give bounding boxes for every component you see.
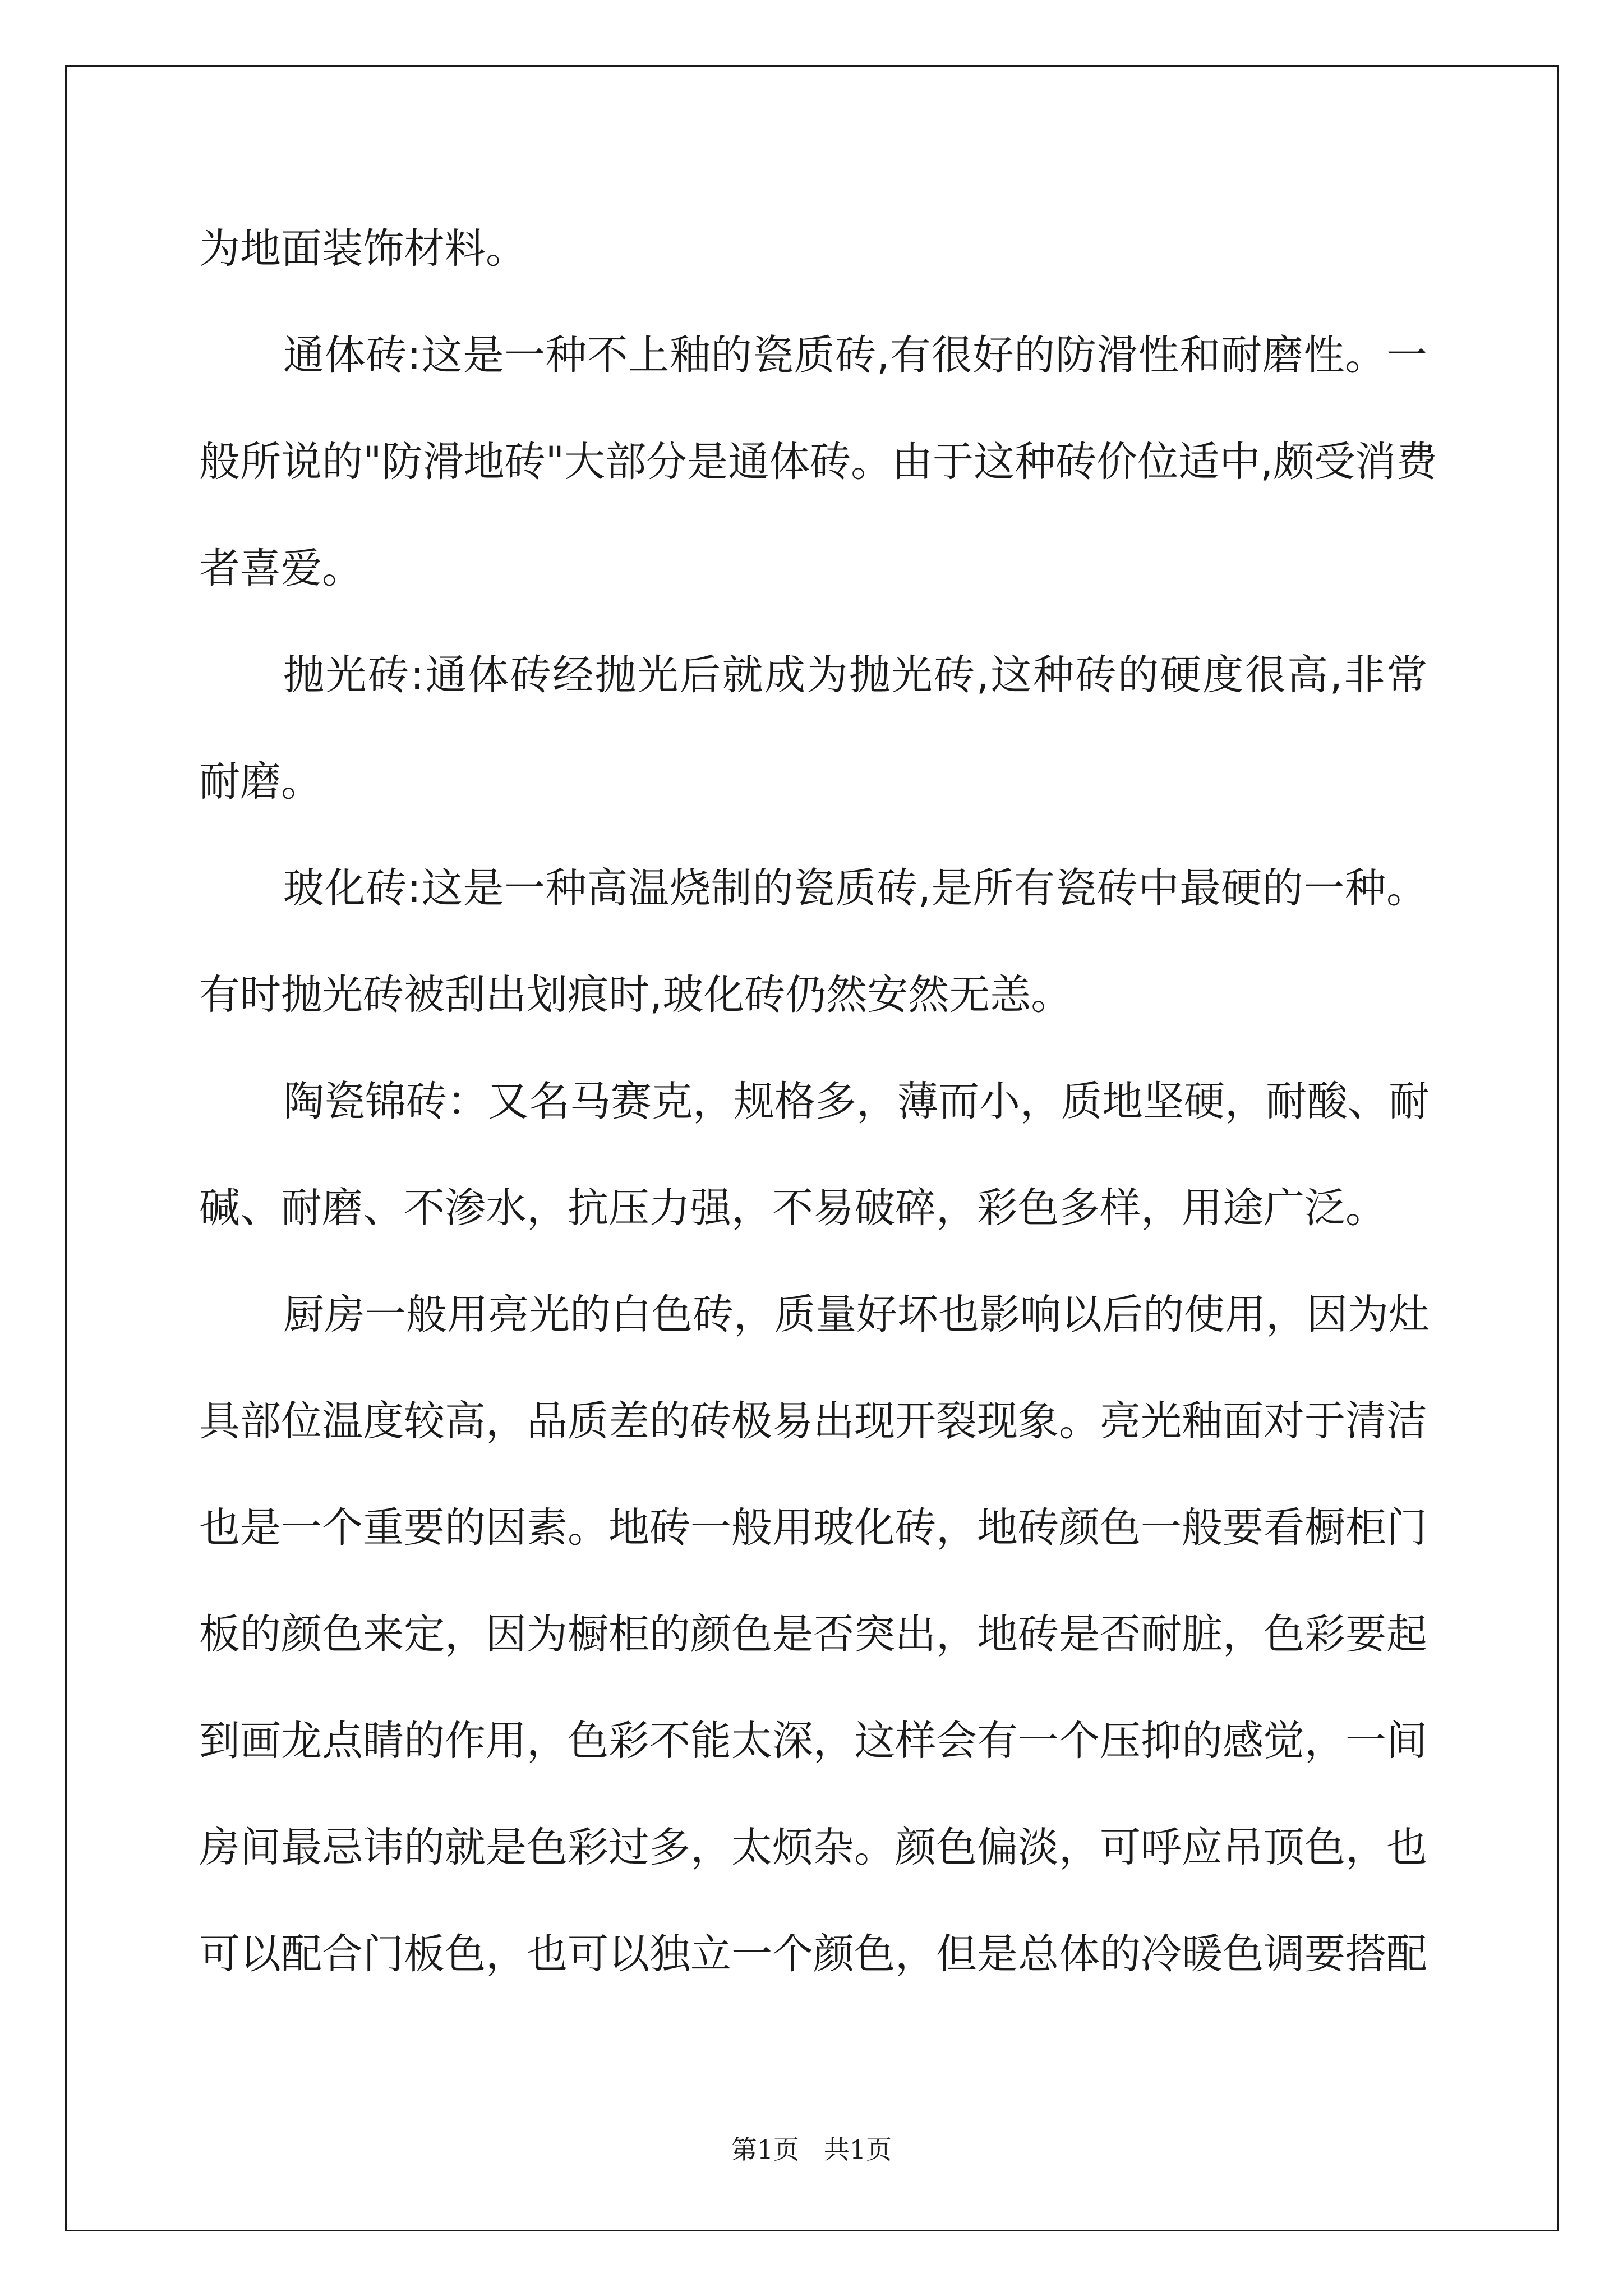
text-line: 陶瓷锦砖：又名马赛克，规格多，薄而小，质地坚硬，耐酸、耐 <box>283 1078 1430 1125</box>
text-line: 具部位温度较高，品质差的砖极易出现开裂现象。亮光釉面对于清洁 <box>199 1397 1427 1445</box>
text-line: 也是一个重要的因素。地砖一般用玻化砖，地砖颜色一般要看橱柜门 <box>199 1504 1427 1552</box>
text-line: 耐磨。 <box>199 758 322 806</box>
text-line: 碱、耐磨、不渗水，抗压力强，不易破碎，彩色多样，用途广泛。 <box>199 1184 1386 1232</box>
text-line: 者喜爱。 <box>199 545 363 592</box>
text-line: 通体砖:这是一种不上釉的瓷质砖,有很好的防滑性和耐磨性。一 <box>283 332 1427 379</box>
text-line: 抛光砖:通体砖经抛光后就成为抛光砖,这种砖的硬度很高,非常 <box>283 651 1427 699</box>
text-line: 玻化砖:这是一种高温烧制的瓷质砖,是所有瓷砖中最硬的一种。 <box>283 864 1427 912</box>
text-line: 有时抛光砖被刮出划痕时,玻化砖仍然安然无恙。 <box>199 971 1072 1019</box>
page-number-footer: 第1页 共1页 <box>731 2134 892 2165</box>
text-line: 为地面装饰材料。 <box>199 225 527 273</box>
text-line: 板的颜色来定，因为橱柜的颜色是否突出，地砖是否耐脏，色彩要起 <box>199 1611 1427 1658</box>
page-border <box>65 65 1559 2231</box>
text-line: 到画龙点睛的作用，色彩不能太深，这样会有一个压抑的感觉，一间 <box>199 1717 1427 1765</box>
text-line: 厨房一般用亮光的白色砖，质量好坏也影响以后的使用，因为灶 <box>283 1291 1430 1338</box>
text-line: 般所说的"防滑地砖"大部分是通体砖。由于这种砖价位适中,颇受消费 <box>199 438 1437 486</box>
text-line: 可以配合门板色，也可以独立一个颜色，但是总体的冷暖色调要搭配 <box>199 1930 1427 1978</box>
text-line: 房间最忌讳的就是色彩过多，太烦杂。颜色偏淡，可呼应吊顶色，也 <box>199 1824 1427 1871</box>
